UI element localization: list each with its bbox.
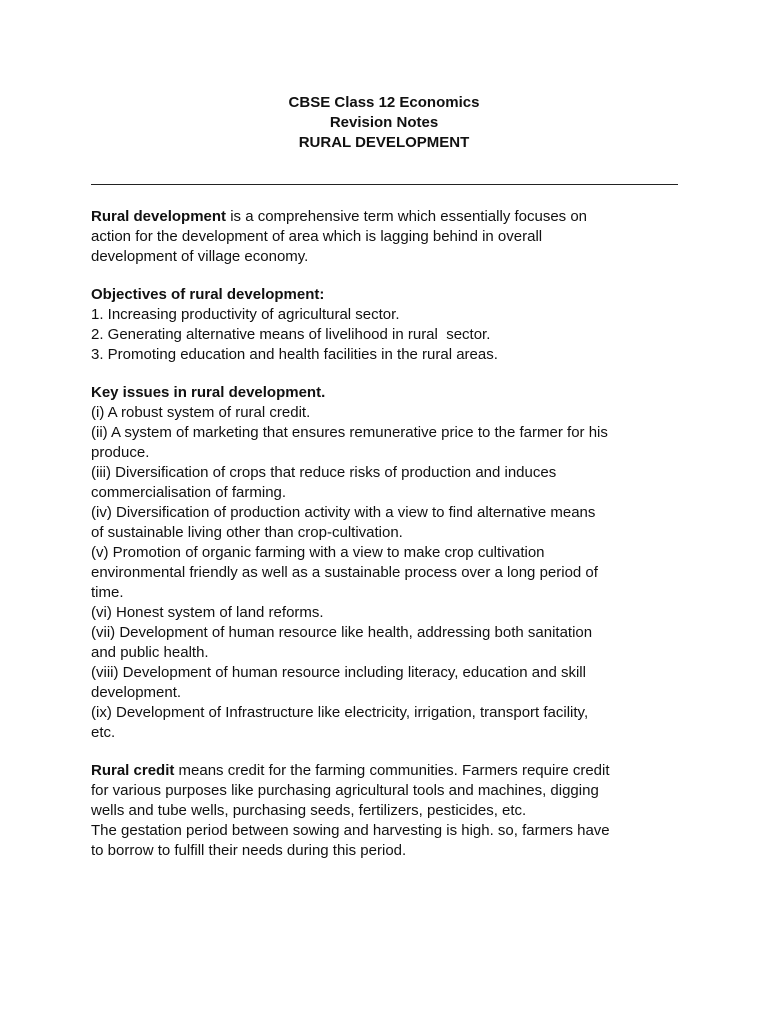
intro-line-1 xyxy=(91,207,691,227)
rural-credit-line: for various purposes like purchasing agricultural tools and machines, digging xyxy=(91,782,599,799)
key-issues-heading xyxy=(91,383,691,403)
intro-term: Rural development xyxy=(91,208,227,225)
objective-item: 3. Promoting education and health facilities in the rural areas. xyxy=(91,346,498,363)
intro-paragraph xyxy=(91,207,691,267)
objectives-heading-text: Objectives of rural development: xyxy=(91,286,325,303)
document-title-line-2: Revision Notes xyxy=(329,114,439,131)
key-issue-line: (ii) A system of marketing that ensures remunerative price to the farmer for his xyxy=(91,424,608,441)
key-issue-line: of sustainable living other than crop-cultivation. xyxy=(91,524,403,541)
key-issue-line: (iii) Diversification of crops that reduce risks of production and induces xyxy=(91,464,557,481)
key-issues-section xyxy=(91,383,691,743)
document-body xyxy=(91,207,691,861)
horizontal-divider xyxy=(91,184,678,185)
rural-credit-line: wells and tube wells, purchasing seeds, fertilizers, pesticides, etc. xyxy=(91,802,527,819)
key-issue-line: (i) A robust system of rural credit. xyxy=(91,404,311,421)
key-issue-line: and public health. xyxy=(91,644,209,661)
intro-line-3: development of village economy. xyxy=(91,248,309,265)
objective-item: 1. Increasing productivity of agricultural sector. xyxy=(91,306,400,323)
rural-credit-line-1-text: means credit for the farming communities. Farmers require credit xyxy=(174,762,610,779)
key-issue-line: (v) Promotion of organic farming with a view to make crop cultivation xyxy=(91,544,545,561)
paragraph-gap xyxy=(91,365,691,383)
document-title-block xyxy=(0,93,768,153)
objectives-section xyxy=(91,285,691,365)
key-issue-line: (ix) Development of Infrastructure like electricity, irrigation, transport facility, xyxy=(91,704,589,721)
paragraph-gap xyxy=(91,267,691,285)
key-issue-line: commercialisation of farming. xyxy=(91,484,287,501)
key-issue-line: produce. xyxy=(91,444,150,461)
objective-item: 2. Generating alternative means of livelihood in rural sector. xyxy=(91,326,491,343)
key-issue-line: etc. xyxy=(91,724,116,741)
key-issues-heading-text: Key issues in rural development. xyxy=(91,384,326,401)
rural-credit-line-1 xyxy=(91,761,691,781)
document-title-line-1: CBSE Class 12 Economics xyxy=(288,94,480,111)
rural-credit-paragraph xyxy=(91,761,691,861)
objectives-heading xyxy=(91,285,691,305)
key-issue-line: development. xyxy=(91,684,182,701)
document-title-line-3: RURAL DEVELOPMENT xyxy=(298,134,470,151)
key-issue-line: (viii) Development of human resource including literacy, education and skill xyxy=(91,664,586,681)
key-issue-line: (vii) Development of human resource like health, addressing both sanitation xyxy=(91,624,593,641)
intro-line-2: action for the development of area which is lagging behind in overall xyxy=(91,228,543,245)
key-issue-line: (vi) Honest system of land reforms. xyxy=(91,604,324,621)
intro-line-1-text: is a comprehensive term which essentially focuses on xyxy=(226,208,588,225)
rural-credit-term: Rural credit xyxy=(91,762,175,779)
rural-credit-line: The gestation period between sowing and harvesting is high. so, farmers have xyxy=(91,822,610,839)
key-issue-line: time. xyxy=(91,584,124,601)
paragraph-gap xyxy=(91,743,691,761)
key-issue-line: (iv) Diversification of production activity with a view to find alternative means xyxy=(91,504,596,521)
key-issue-line: environmental friendly as well as a sustainable process over a long period of xyxy=(91,564,598,581)
rural-credit-line: to borrow to fulfill their needs during this period. xyxy=(91,842,407,859)
